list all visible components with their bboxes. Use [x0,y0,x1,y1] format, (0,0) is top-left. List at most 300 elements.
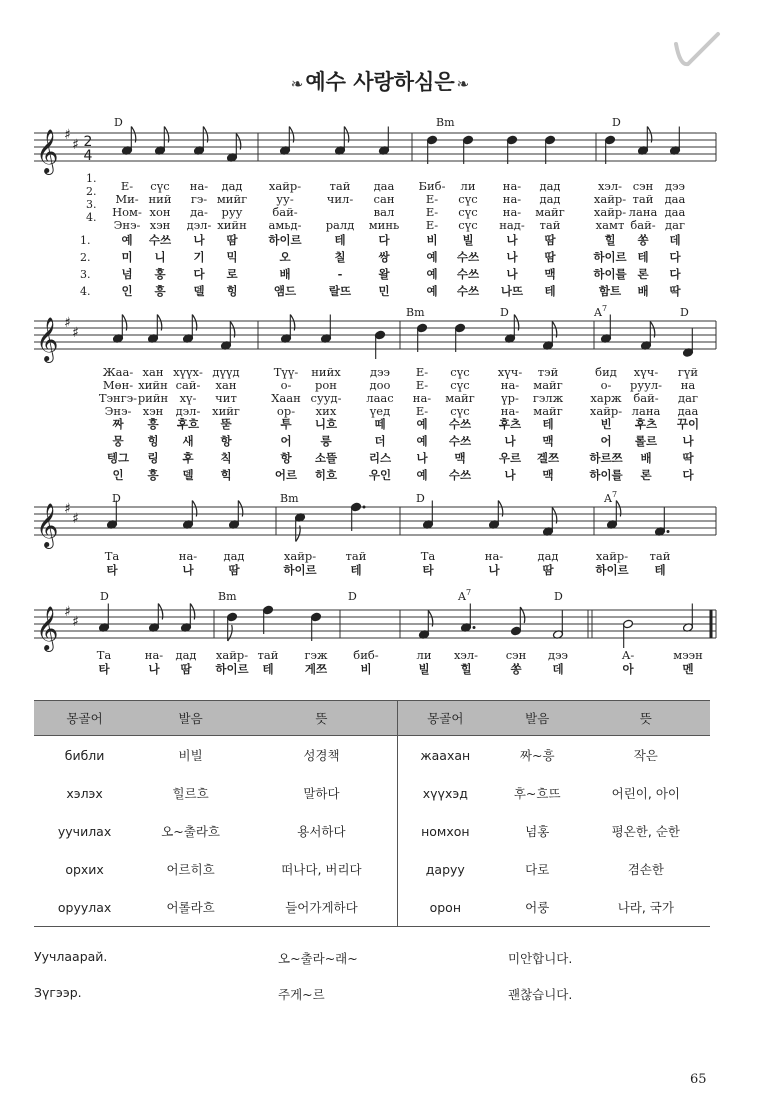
lyric-syllable: 떼 [374,417,386,431]
lyric-syllable: хийн [217,218,247,232]
lyric-syllable: 홍 [154,267,166,281]
lyric-syllable: 수쓰 [456,250,480,264]
lyric-syllable: даа [664,205,686,219]
note-dot [363,506,366,509]
lyric-syllable: вал [373,205,395,219]
lyric-syllable: 미 [121,250,133,264]
lyric-syllable: 나 [506,250,518,264]
lyric-syllable: ли [460,179,476,193]
lyric-syllable: 예 [426,250,438,264]
note-head [227,153,238,163]
sharp-icon: ♯ [64,501,71,517]
lyric-syllable: хан [215,378,237,392]
lyric-syllable: 빌 [418,662,430,676]
lyric-syllable: ралд [325,218,355,232]
lyric-syllable: хэл- [453,648,479,662]
lyric-syllable: сүс [150,179,170,193]
lyric-syllable: 어 [600,434,612,448]
lyric-syllable: майг [535,205,565,219]
treble-clef-icon: 𝄞 [36,606,59,650]
note-head [321,334,332,344]
note-head [311,612,322,622]
vocab-word: хэлэх [66,785,103,801]
lyric-syllable: 하이르 [593,250,627,264]
vocab-meaning: 어린이, 아이 [611,786,680,801]
lyric-syllable: 땀 [544,233,556,247]
note-head [183,520,194,530]
lyric-syllable: 예 [416,417,428,431]
note-flag [190,604,195,620]
lyric-syllable: 하이를 [589,468,623,482]
lyric-syllable: Е- [425,218,439,232]
lyric-syllable: 수쓰 [456,267,480,281]
phrase-pronunciation: 주게~르 [278,987,325,1002]
note-head [113,334,124,344]
lyric-syllable: да- [190,205,208,219]
phrase-pronunciation: 오~출라~래~ [278,951,358,966]
lyric-syllable: 뭉 [112,434,124,448]
chord-symbol: D [114,116,123,129]
lyric-syllable: на- [189,179,209,193]
lyric-syllable: 델 [182,468,194,482]
lyric-syllable: 나 [182,563,194,577]
note-head [455,323,466,333]
lyric-syllable: тай [539,218,561,232]
vocab-meaning: 용서하다 [297,824,346,839]
verse-number: 1. [86,172,97,185]
lyric-syllable: 맥 [542,468,554,482]
note-head [375,330,386,340]
note-dot [667,530,670,533]
note-head [122,146,133,156]
lyric-syllable: Тэнгэ- [98,391,138,405]
lyric-syllable: дэл- [186,218,212,232]
lyric-syllable: 어 [280,434,292,448]
sharp-icon: ♯ [72,614,79,630]
table-row [34,812,710,850]
phrase-meaning: 괜찮습니다. [508,987,573,1002]
lyric-syllable: тэй [537,365,559,379]
lyric-syllable: 리스 [368,451,392,465]
col-header-pronunciation-2: 발음 [493,701,582,736]
lyric-syllable: 예 [416,434,428,448]
note-flag [203,127,208,143]
lyric-syllable: 인 [112,468,124,482]
lyric-syllable: Түү- [273,365,299,379]
lyric-syllable: сүс [450,378,470,392]
lyric-syllable: 힉 [220,468,232,482]
vocab-pronunciation: 힐르흐 [172,786,209,801]
lyric-syllable: сууд- [310,391,342,405]
note-head [419,630,430,640]
chord-symbol: Bm [436,116,455,129]
lyric-syllable: на- [500,378,520,392]
lyric-syllable: 빈 [600,417,612,431]
lyric-syllable: биб- [353,648,379,662]
lyric-syllable: о- [600,378,612,392]
lyric-syllable: хих [315,404,337,418]
chord-symbol: D [680,306,689,319]
chord-symbol: Bm [406,306,425,319]
lyric-syllable: сүс [450,365,470,379]
lyric-syllable: тай [649,549,671,563]
lyric-syllable: 링 [147,451,159,465]
lyric-syllable: 수쓰 [448,417,472,431]
lyric-syllable: 앰드 [273,284,297,298]
col-header-mongolian: 몽골어 [34,701,135,736]
vocab-meaning: 떠나다, 버리다 [281,862,362,877]
lyric-syllable: 타 [98,662,110,676]
vocabulary-table [34,700,710,927]
vocab-meaning: 들어가게하다 [285,900,358,915]
vocab-word: даруу [397,850,492,888]
vocab-word: уучилах [57,823,112,839]
lyric-syllable: 랄뜨 [328,284,352,298]
verse-number: 4. [80,285,91,298]
lyric-syllable: 히흐 [314,468,338,482]
note-head [229,520,240,530]
lyric-syllable: 다 [669,267,681,281]
lyric-syllable: 땀 [180,662,192,676]
lyric-syllable: о- [280,378,292,392]
note-head [423,520,434,530]
lyric-syllable: бид [595,365,617,379]
lyric-syllable: 하르쯔 [589,451,623,465]
lyric-syllable: Е- [425,205,439,219]
lyric-syllable: даа [664,192,686,206]
lyric-syllable: 델 [193,284,205,298]
lyric-syllable: лана [628,205,658,219]
lyric-syllable: 후 [182,451,194,465]
title-ornament-left: ❧ [290,75,304,93]
lyric-syllable: 배 [640,451,652,465]
lyric-syllable: рон [315,378,337,392]
lyric-syllable: 테 [544,284,556,298]
note-head [155,146,166,156]
lyric-syllable: 하이르 [595,563,629,577]
lyric-syllable: 론 [640,468,652,482]
lyric-syllable: дад [223,549,245,563]
col-header-mongolian-2: 몽골어 [397,701,492,736]
chord-symbol: $A^7$ [604,490,618,505]
lyric-syllable: сүс [458,218,478,232]
lyric-syllable: Та [96,648,112,662]
lyric-syllable: 더 [374,434,386,448]
note-head [670,146,681,156]
vocab-word: библи [64,747,105,763]
lyric-syllable: дээ [548,648,568,662]
note-head [221,341,232,351]
sharp-icon: ♯ [64,604,71,620]
chord-symbol: D [554,590,563,603]
lyric-syllable: хайр- [283,549,317,563]
note-flag [122,315,127,331]
lyric-syllable: 쏭 [637,233,649,247]
lyric-syllable: 후츠 [634,417,658,431]
vocab-word: хүүхэд [397,774,492,812]
chord-symbol: $A^7$ [458,588,472,603]
lyric-syllable: 맥 [544,267,556,281]
lyric-syllable: доо [369,378,391,392]
lyric-syllable: даг [678,391,698,405]
note-head [507,135,518,145]
lyric-syllable: 하이르 [215,662,249,676]
lyric-syllable: 테 [637,250,649,264]
lyric-syllable: хон [149,205,171,219]
vocab-pronunciation: 짜~흥 [519,748,555,763]
lyric-syllable: Е- [120,179,134,193]
lyric-syllable: 함트 [598,284,622,298]
vocab-word: жаахан [397,736,492,775]
vocab-pronunciation: 오~출라흐 [161,824,220,839]
note-head [461,623,472,633]
note-head [263,605,274,615]
note-flag [158,604,163,620]
note-head [553,630,564,640]
lyric-syllable: 테 [262,662,274,676]
note-head [107,520,118,530]
note-head [543,341,554,351]
lyric-syllable: харж [590,391,622,405]
phrase-mongolian: Зүгээр. [34,985,82,1000]
phrase-meaning: 미안합니다. [508,951,573,966]
lyric-syllable: 나 [506,267,518,281]
lyric-syllable: үед [369,404,391,418]
table-row [34,736,710,775]
time-signature-top: 2 [83,134,93,150]
note-flag [552,508,557,524]
table-row [34,774,710,812]
song-title: 예수 사랑하심은 [305,70,455,94]
table-row [34,888,710,927]
lyric-syllable: руул- [629,378,663,392]
lyric-syllable: сай- [175,378,201,392]
lyric-syllable: 예 [121,233,133,247]
note-head [148,334,159,344]
lyric-syllable: 칙 [220,451,232,465]
table-row [34,850,710,888]
lyric-syllable: 믹 [226,250,238,264]
lyric-syllable: хэл- [597,179,623,193]
chord-symbol: D [612,116,621,129]
lyric-syllable: бай- [633,391,659,405]
lyric-syllable: 나 [488,563,500,577]
lyric-syllable: на [680,378,696,392]
note-head [417,323,428,333]
lyric-syllable: сүс [450,404,470,418]
lyric-syllable: 짜 [112,417,124,431]
lyric-syllable: 테 [334,233,346,247]
lyric-syllable: майг [533,378,563,392]
lyric-syllable: 비 [360,662,372,676]
lyric-syllable: 후츠 [498,417,522,431]
note-head [683,623,694,633]
lyric-syllable: хамт [595,218,625,232]
lyric-syllable: 뚣 [220,417,232,431]
lyric-syllable: 로 [226,267,238,281]
lyric-syllable: Жаа- [102,365,134,379]
lyric-syllable: тай [257,648,279,662]
lyric-syllable: дад [539,192,561,206]
note-flag [131,127,136,143]
lyric-syllable: 멘 [682,662,694,676]
vocab-pronunciation: 어롤라흐 [166,900,215,915]
lyric-syllable: гэ- [190,192,208,206]
lyric-syllable: 힝 [226,284,238,298]
note-head [601,334,612,344]
lyric-syllable: 다 [682,468,694,482]
chord-symbol: Bm [218,590,237,603]
lyric-syllable: дүүд [212,365,240,379]
lyric-syllable: Та [104,549,120,563]
vocab-meaning: 말하다 [303,786,340,801]
lyric-syllable: 예 [426,267,438,281]
vocab-pronunciation: 어르히흐 [166,862,215,877]
lyric-syllable: 아 [622,662,634,676]
note-head [281,334,292,344]
lyric-syllable: тай [632,192,654,206]
lyric-syllable: уу- [276,192,294,206]
lyric-syllable: дээ [665,179,685,193]
vocab-meaning: 겸손한 [627,862,664,877]
song-title-block [0,66,760,96]
lyric-syllable: сэн [632,179,654,193]
lyric-syllable: 예 [416,468,428,482]
lyric-syllable: 쌍 [378,250,390,264]
lyric-syllable: 쏭 [510,662,522,676]
lyric-syllable: А- [621,648,635,662]
note-flag [236,134,241,150]
note-flag [228,625,233,641]
lyric-syllable: нийх [311,365,341,379]
lyric-syllable: 민 [378,284,390,298]
lyric-syllable: Биб- [418,179,446,193]
col-header-pronunciation: 발음 [135,701,246,736]
chord-symbol: Bm [280,492,299,505]
lyric-syllable: 다 [669,250,681,264]
lyric-syllable: гүй [677,365,699,379]
lyric-syllable: 타 [106,563,118,577]
lyric-syllable: дэл- [175,404,201,418]
lyric-syllable: 흥 [154,284,166,298]
lyric-syllable: хайр- [595,549,629,563]
note-flag [552,322,557,338]
lyric-syllable: гэлж [532,391,564,405]
lyric-syllable: Та [420,549,436,563]
lyric-syllable: лана [631,404,661,418]
vocab-word: номхон [397,812,492,850]
lyric-syllable: хүч- [633,365,659,379]
lyric-syllable: даа [677,404,699,418]
lyric-syllable: хайр- [593,192,627,206]
lyric-syllable: 딱 [669,284,681,298]
title-ornament-right: ❧ [456,75,470,93]
lyric-syllable: 인 [121,284,133,298]
note-flag [164,127,169,143]
verse-number: 4. [86,211,97,224]
lyric-syllable: 하이르 [283,563,317,577]
lyric-syllable: 항 [220,434,232,448]
note-head [655,527,666,537]
lyric-syllable: майг [533,404,563,418]
lyric-syllable: 하이를 [593,267,627,281]
lyric-syllable: хү- [179,391,197,405]
note-head [335,146,346,156]
note-flag [296,526,301,542]
lyric-syllable: 기 [193,250,205,264]
lyric-syllable: 수쓰 [448,434,472,448]
note-head [181,623,192,633]
lyric-syllable: на- [144,648,164,662]
note-head [463,135,474,145]
lyric-syllable: Е- [415,378,429,392]
lyric-syllable: 땀 [228,563,240,577]
vocab-meaning: 성경책 [303,748,340,763]
lyric-syllable: 우인 [368,468,392,482]
note-head [194,146,205,156]
note-head [543,527,554,537]
note-flag [616,501,621,517]
note-flag [157,315,162,331]
lyric-syllable: чил- [326,192,354,206]
page-number: 65 [690,1072,707,1087]
lyric-syllable: на- [500,404,520,418]
vocab-meaning: 작은 [633,748,658,763]
lyric-syllable: Хаан [271,391,301,405]
lyric-syllable: 겔쯔 [536,451,560,465]
vocab-meaning: 나라, 국가 [617,900,674,915]
note-dot [473,626,476,629]
lyric-syllable: на- [502,205,522,219]
lyric-syllable: 맥 [542,434,554,448]
lyric-syllable: 수쓰 [148,233,172,247]
lyric-syllable: 릉 [320,434,332,448]
lyric-syllable: хайр- [593,205,627,219]
lyric-syllable: Мөн- [102,378,134,392]
lyric-syllable: ний [148,192,172,206]
lyric-syllable: 새 [182,434,194,448]
lyric-syllable: тай [329,179,351,193]
lyric-syllable: лаас [366,391,394,405]
lyric-syllable: 타 [422,563,434,577]
lyric-syllable: дад [539,179,561,193]
treble-clef-icon: 𝄞 [36,503,59,547]
lyric-syllable: сэн [505,648,527,662]
chord-symbol: D [416,492,425,505]
lyric-syllable: хийн [138,378,168,392]
lyric-syllable: 데 [669,233,681,247]
note-head [511,626,522,636]
lyric-syllable: чит [215,391,237,405]
lyric-syllable: 나 [682,434,694,448]
lyric-syllable: 텡그 [106,451,130,465]
lyric-syllable: Энэ- [113,218,141,232]
lyric-syllable: 나 [193,233,205,247]
lyric-syllable: 딱 [682,451,694,465]
lyric-syllable: тай [345,549,367,563]
lyric-syllable: 배 [637,284,649,298]
vocab-meaning: 평온한, 순한 [611,824,680,839]
note-head [149,623,160,633]
lyric-syllable: 소뜰 [314,451,338,465]
note-flag [192,315,197,331]
lyric-syllable: 나뜨 [500,284,524,298]
verse-number: 3. [80,268,91,281]
lyric-syllable: даа [373,179,395,193]
lyric-syllable: амьд- [268,218,302,232]
lyric-syllable: 하이르 [268,233,302,247]
note-head [683,348,694,358]
